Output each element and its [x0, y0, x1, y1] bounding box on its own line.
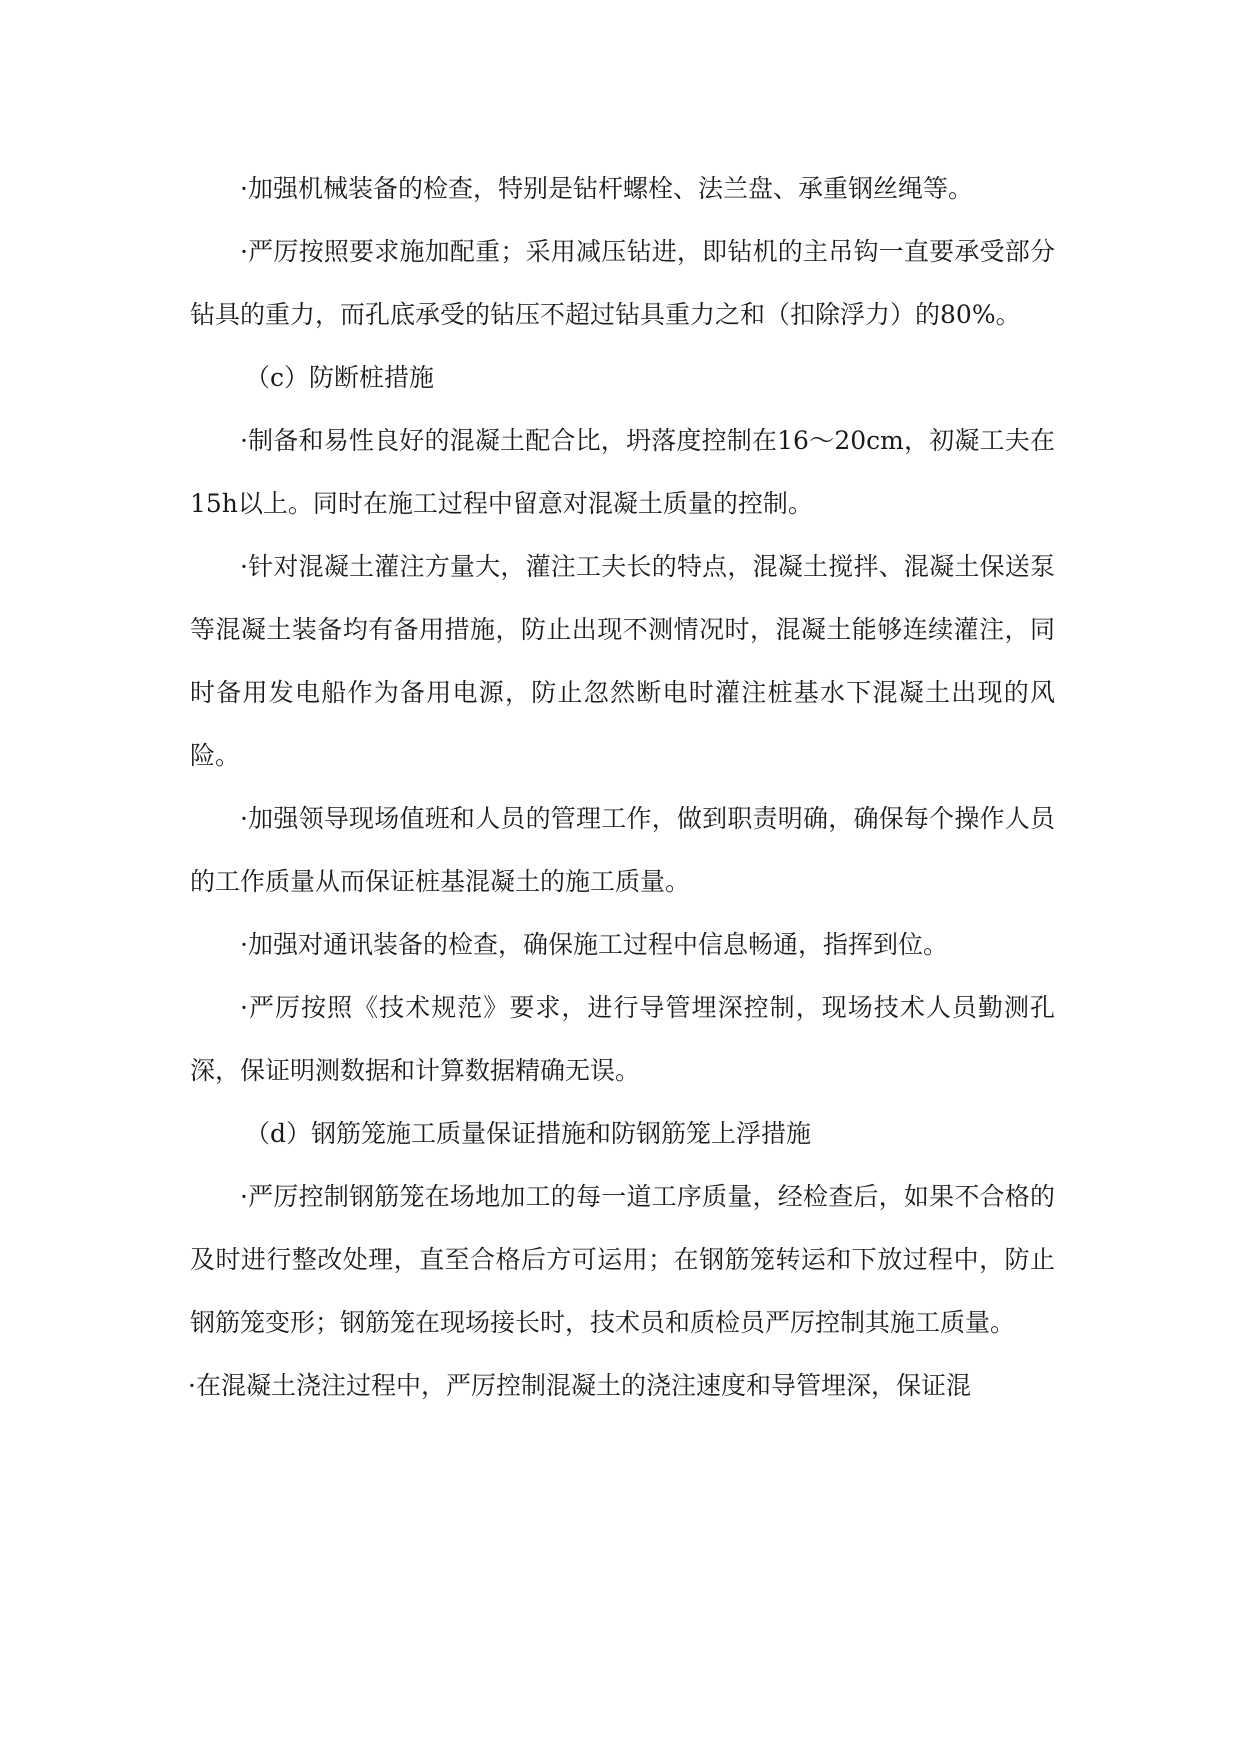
bullet-paragraph: ·在混凝土浇注过程中，严厉控制混凝土的浇注速度和导管埋深，保证混 — [188, 1371, 971, 1400]
bullet-paragraph: ·加强对通讯装备的检查，确保施工过程中信息畅通，指挥到位。 — [240, 930, 948, 959]
bullet-paragraph: ·严厉控制钢筋笼在场地加工的每一道工序质量，经检查后，如果不合格的及时进行整改处理，直至合格后方可运用；在钢筋笼转运和下放过程中，防止钢筋笼变形；钢筋笼在现场接长时，技术员和质检员严厉控制其施工质量。 — [190, 1182, 1055, 1337]
document-body — [190, 157, 1055, 1417]
bullet-paragraph: ·针对混凝土灌注方量大，灌注工夫长的特点，混凝土搅拌、混凝土保送泵等混凝土装备均有备用措施，防止出现不测情况时，混凝土能够连续灌注，同时备用发电船作为备用电源，防止忽然断电时灌注桩基水下混凝土出现的风险。 — [190, 552, 1055, 770]
section-heading: （d）钢筋笼施工质量保证措施和防钢筋笼上浮措施 — [245, 1119, 812, 1148]
section-heading: （c）防断桩措施 — [245, 363, 435, 392]
bullet-paragraph: ·加强领导现场值班和人员的管理工作，做到职责明确，确保每个操作人员的工作质量从而保证桩基混凝土的施工质量。 — [190, 804, 1055, 896]
bullet-paragraph: ·严厉按照《技术规范》要求，进行导管埋深控制，现场技术人员勤测孔深，保证明测数据和计算数据精确无误。 — [190, 993, 1055, 1085]
bullet-paragraph: ·制备和易性良好的混凝土配合比，坍落度控制在16～20cm，初凝工夫在15h以上。同时在施工过程中留意对混凝土质量的控制。 — [190, 426, 1055, 518]
bullet-paragraph: ·严厉按照要求施加配重；采用减压钻进，即钻机的主吊钩一直要承受部分钻具的重力，而孔底承受的钻压不超过钻具重力之和（扣除浮力）的80%。 — [190, 237, 1055, 329]
bullet-paragraph: ·加强机械装备的检查，特别是钻杆螺栓、法兰盘、承重钢丝绳等。 — [240, 174, 973, 203]
